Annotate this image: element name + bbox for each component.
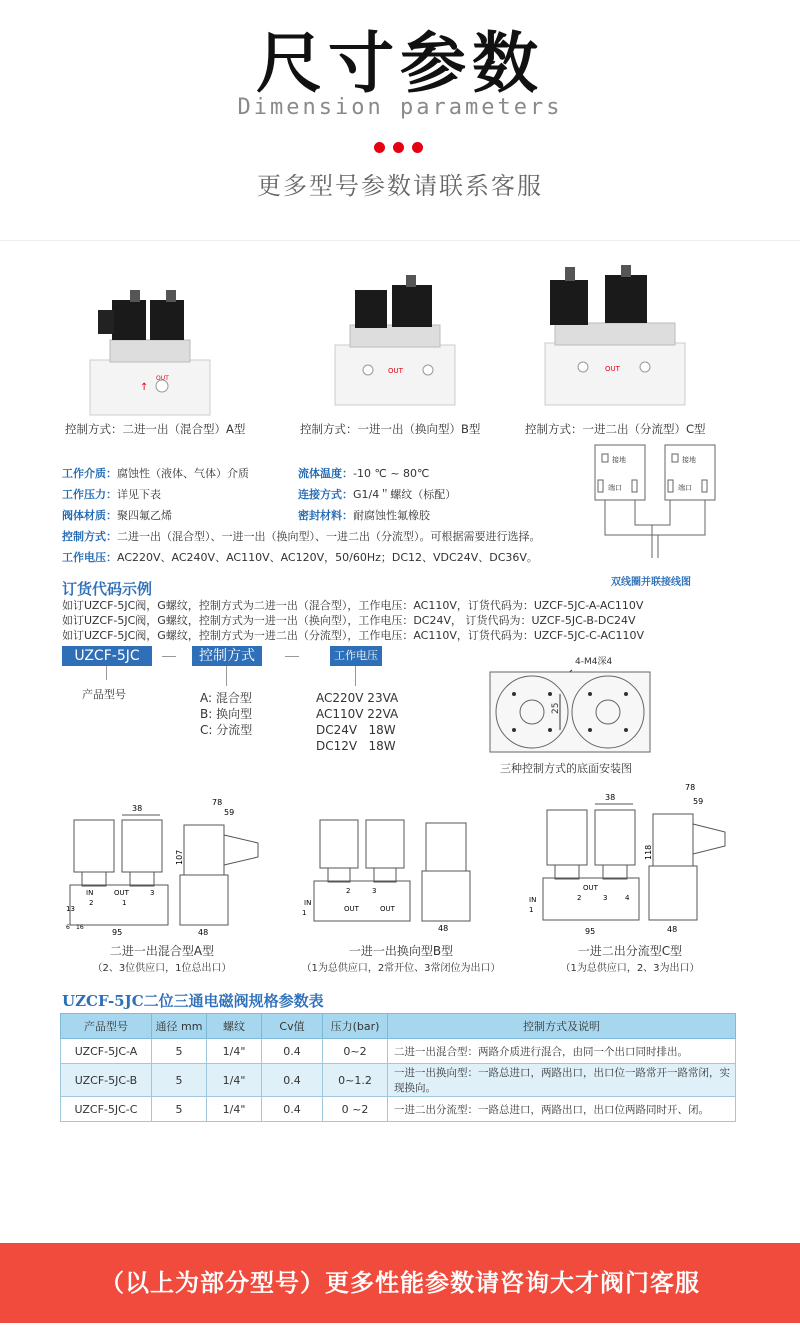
connector-line [355, 666, 356, 686]
model-caption: 产品型号 [82, 688, 126, 701]
voltage-options [316, 690, 398, 754]
port-label: 4 [625, 894, 630, 902]
port-label: OUT [583, 884, 598, 892]
spec-value: G1/4＂螺纹（标配） [353, 488, 457, 501]
code-dash [162, 656, 176, 657]
table-cell: 1/4" [207, 1097, 262, 1122]
table-cell: 0~1.2 [323, 1064, 388, 1097]
table-cell: 0.4 [262, 1097, 323, 1122]
dim-label: 118 [644, 844, 653, 860]
spec-value: 二进一出（混合型）、一进一出（换向型）、一进二出（分流型）。可根据需要进行选择。 [117, 530, 541, 543]
dim-label: 59 [693, 797, 704, 806]
dim-label: 16 [76, 924, 84, 931]
spec-label: 连接方式： [298, 488, 353, 501]
dim-label: 78 [212, 798, 223, 807]
spec-value: 详见下表 [117, 488, 161, 501]
dot-icon [374, 142, 385, 153]
table-cell: 5 [152, 1097, 207, 1122]
svg-text:OUT: OUT [156, 375, 169, 382]
port-label: IN [86, 889, 94, 897]
order-heading: 订货代码示例 [62, 580, 153, 598]
control-option: A: 混合型 [200, 691, 252, 705]
table-cell: 0.4 [262, 1064, 323, 1097]
table-cell: 5 [152, 1064, 207, 1097]
voltage-option: AC220V 23VA [316, 691, 399, 705]
spec-value: 聚四氟乙烯 [117, 509, 172, 522]
spec-label: 控制方式： [62, 530, 117, 543]
spec-value: 腐蚀性（液体、气体）介质 [117, 467, 249, 480]
drawing-b [298, 815, 488, 935]
dim-label: 95 [112, 928, 123, 937]
dim-label: 95 [585, 927, 596, 936]
table-cell: 1/4" [207, 1064, 262, 1097]
product-image-a [70, 280, 270, 420]
drawing-caption-a [62, 942, 262, 974]
svg-text:OUT: OUT [388, 367, 403, 375]
wiring-caption: 双线圈并联接线图 [611, 577, 691, 588]
table-cell: 5 [152, 1039, 207, 1064]
dim-label: 48 [667, 925, 678, 934]
drawing-caption-c [530, 942, 730, 974]
voltage-option: AC110V 22VA [316, 707, 399, 721]
spec-label: 密封材料： [298, 509, 353, 522]
table-row [61, 1039, 736, 1064]
table-row [61, 1064, 736, 1097]
dim-label: 107 [175, 849, 184, 865]
table-cell: 0~2 [323, 1039, 388, 1064]
spec-label: 阀体材质： [62, 509, 117, 522]
port-label: OUT [344, 905, 359, 913]
voltage-option: DC24V 18W [316, 723, 396, 737]
page-title: 尺寸参数 [256, 25, 544, 102]
spec-block-right [298, 462, 456, 525]
caption-note: （2、3位供应口，1位总出口） [92, 963, 232, 974]
table-cell: 一进二出分流型：一路总进口，两路出口，出口位两路同时开、闭。 [388, 1097, 736, 1122]
spec-label: 工作压力： [62, 488, 117, 501]
contact-note: 更多型号参数请联系客服 [257, 172, 543, 200]
control-option: B: 换向型 [200, 707, 253, 721]
connector-line [106, 666, 107, 680]
decorative-dots [370, 138, 427, 157]
port-label: 2 [89, 899, 94, 907]
drawing-c [525, 780, 730, 940]
table-cell: UZCF-5JC-A [61, 1039, 152, 1064]
spec-value: AC220V、AC240V、AC110V、AC120V，50/60Hz；DC12、VDC24V、DC36V。 [117, 551, 538, 564]
dot-icon [412, 142, 423, 153]
order-line: 如订UZCF-5JC阀，G螺纹，控制方式为一进二出（分流型），工作电压：AC110V，订货代码为：UZCF-5JC-C-AC110V [62, 629, 645, 642]
caption-note: （1为总供应口，2常开位、3常闭位为出口） [301, 963, 501, 974]
port-label: 3 [372, 887, 377, 895]
drawing-a [62, 795, 282, 940]
spec-value: -10 ℃ ~ 80℃ [353, 467, 430, 480]
svg-text:↑: ↑ [140, 382, 149, 393]
bottom-banner: （以上为部分型号）更多性能参数请咨询大才阀门客服 [0, 1243, 800, 1323]
port-label-1: 端口 [608, 484, 622, 492]
table-header: 螺纹 [207, 1014, 262, 1039]
dim-label: 38 [132, 804, 143, 813]
product-image-c [535, 265, 705, 420]
code-dash [285, 656, 299, 657]
port-label: 3 [603, 894, 608, 902]
order-examples [62, 598, 644, 643]
product-caption-a: 控制方式：二进一出（混合型）A型 [65, 422, 246, 436]
caption-title: 二进一出混合型A型 [109, 944, 215, 958]
dim-label: 13 [66, 905, 75, 913]
product-caption-c: 控制方式：一进二出（分流型）C型 [525, 422, 706, 436]
port-label-2: 端口 [678, 484, 692, 492]
table-cell: 一进一出换向型：一路总进口，两路出口，出口位一路常开一路常闭，实现换向。 [388, 1064, 736, 1097]
spec-value: 耐腐蚀性氟橡胶 [353, 509, 430, 522]
port-label: IN [529, 896, 537, 904]
table-header: 压力(bar) [323, 1014, 388, 1039]
control-options [200, 690, 252, 738]
table-cell: 1/4" [207, 1039, 262, 1064]
port-label: OUT [114, 889, 129, 897]
control-option: C: 分流型 [200, 723, 253, 737]
port-label: 3 [150, 889, 155, 897]
port-label: 2 [346, 887, 351, 895]
port-label: OUT [380, 905, 395, 913]
port-label: 2 [577, 894, 582, 902]
port-label: 1 [122, 899, 127, 907]
code-control-box: 控制方式 [192, 646, 262, 666]
caption-note: （1为总供应口，2、3为出口） [560, 963, 700, 974]
spec-label: 工作介质： [62, 467, 117, 480]
order-line: 如订UZCF-5JC阀，G螺纹，控制方式为一进一出（换向型），工作电压：DC24V， 订货代码为：UZCF-5JC-B-DC24V [62, 614, 636, 627]
page-subtitle: Dimension parameters [237, 95, 563, 120]
table-cell: UZCF-5JC-C [61, 1097, 152, 1122]
product-image-b [320, 270, 480, 420]
spec-table [60, 1013, 736, 1122]
caption-title: 一进一出换向型B型 [348, 944, 454, 958]
svg-text:OUT: OUT [605, 365, 620, 373]
table-cell: UZCF-5JC-B [61, 1064, 152, 1097]
base-drawing-caption: 三种控制方式的底面安装图 [500, 762, 632, 775]
caption-title: 一进二出分流型C型 [577, 944, 683, 958]
table-cell: 0 ~2 [323, 1097, 388, 1122]
base-mount-drawing [480, 650, 660, 760]
table-header: Cv值 [262, 1014, 323, 1039]
dim-label: 38 [605, 793, 616, 802]
table-header: 通径 mm [152, 1014, 207, 1039]
product-caption-b: 控制方式：一进一出（换向型）B型 [300, 422, 481, 436]
table-row [61, 1097, 736, 1122]
dim-label: 48 [438, 924, 449, 933]
port-label: IN [304, 899, 312, 907]
connector-line [226, 666, 227, 686]
table-header: 产品型号 [61, 1014, 152, 1039]
table-header-row [61, 1014, 736, 1039]
hole-label: 4-M4深4 [575, 657, 613, 667]
dim-label: 59 [224, 808, 235, 817]
voltage-option: DC12V 18W [316, 739, 396, 753]
spec-label: 流体温度： [298, 467, 353, 480]
port-label: 1 [302, 909, 307, 917]
table-cell: 0.4 [262, 1039, 323, 1064]
dim-label: 78 [685, 783, 696, 792]
dim-label: 6 [66, 924, 70, 931]
table-cell: 二进一出混合型：两路介质进行混合，由同一个出口同时排出。 [388, 1039, 736, 1064]
dim-label: 48 [198, 928, 209, 937]
code-voltage-box: 工作电压 [330, 646, 382, 666]
ground-label-2: 接地 [682, 456, 696, 464]
order-line: 如订UZCF-5JC阀，G螺纹，控制方式为二进一出（混合型），工作电压：AC110V，订货代码为：UZCF-5JC-A-AC110V [62, 599, 644, 612]
spec-label: 工作电压： [62, 551, 117, 564]
wiring-diagram [590, 440, 720, 575]
divider [0, 240, 800, 241]
port-label: 1 [529, 906, 534, 914]
drawing-caption-b [296, 942, 506, 974]
table-header: 控制方式及说明 [388, 1014, 736, 1039]
dim-25: 25 [551, 702, 561, 714]
table-title: UZCF-5JC二位三通电磁阀规格参数表 [62, 992, 324, 1010]
ground-label-1: 接地 [612, 456, 626, 464]
code-model-box: UZCF-5JC [62, 646, 152, 666]
dot-icon [393, 142, 404, 153]
